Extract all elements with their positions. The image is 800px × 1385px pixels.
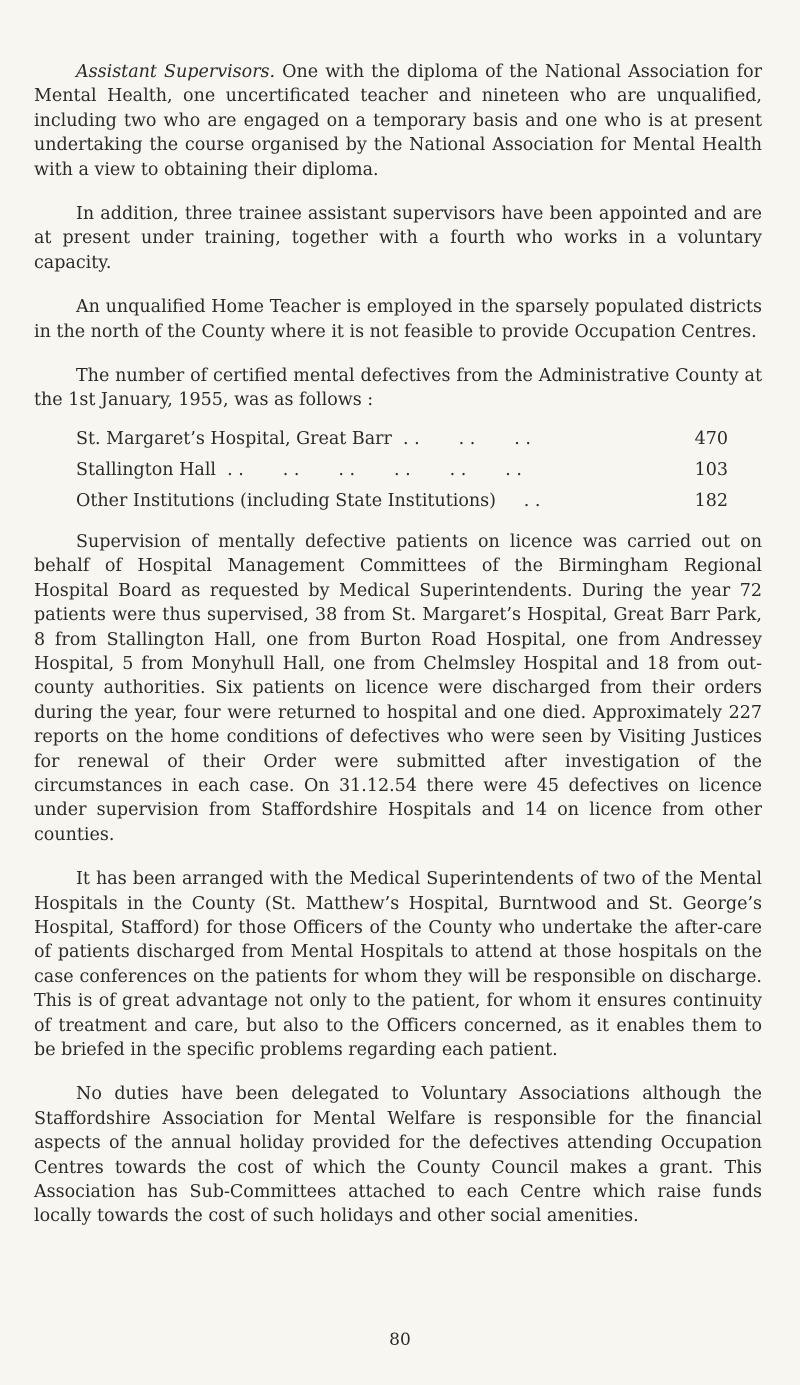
row-label: St. Margaret’s Hospital, Great Barr . . . . . .	[76, 428, 531, 449]
paragraph-text: One with the diploma of the National Association for Mental Health, one uncertificated teacher and nineteen who are unqualified, including two who are engaged on a temporary basis and one who is at present undertaking the course organised by the National Association for Mental Health with a view to obtaining their diploma.	[34, 62, 763, 180]
document-page	[34, 60, 762, 1229]
paragraph-arrangements: It has been arranged with the Medical Superintendents of two of the Mental Hospitals in the County (St. Matthew’s Hospital, Burntwood and St. George’s Hospital, Stafford) for those Officers of the County who undertake the after-care of patients discharged from Mental Hospitals to attend at those hospitals on the case conferences on the patients for whom they will be responsible on discharge. This is of great advantage not only to the patient, for whom it ensures continuity of treatment and care, but also to the Officers concerned, as it enables them to be briefed in the specific problems regarding each patient.	[34, 869, 762, 1060]
row-value: 103	[694, 459, 728, 480]
paragraph-voluntary-associations: No duties have been delegated to Voluntary Associations although the Staffordshire Association for Mental Welfare is responsible for the financial aspects of the annual holiday provided for the defectives attending Occupation Centres towards the cost of which the County Council makes a grant. This Association has Sub-Committees attached to each Centre which raise funds locally towards the cost of such holidays and other social amenities.	[34, 1084, 762, 1227]
paragraph-supervision: Supervision of mentally defective patients on licence was carried out on behalf of Hospital Management Committees of the Birmingham Regional Hospital Board as requested by Medical Superintendents. During the year 72 patients were thus supervised, 38 from St. Margaret’s Hospital, Great Barr Park, 8 from Stallington Hall, one from Burton Road Hospital, one from Andressey Hospital, 5 from Monyhull Hall, one from Chelmsley Hospital and 18 from out-county authorities. Six patients on licence were discharged from their orders during the year, four were returned to hospital and one died. Approximately 227 reports on the home conditions of defectives who were seen by Visiting Justices for renewal of their Order were submitted after investigation of the circumstances in each case. On 31.12.54 there were 45 defectives on licence under supervision from Staffordshire Hospitals and 14 on licence from other counties.	[34, 531, 762, 845]
section-heading: Assistant Supervisors.	[76, 62, 276, 82]
row-value: 470	[694, 428, 728, 449]
row-label: Other Institutions (including State Institutions) . .	[76, 490, 541, 511]
defectives-table	[76, 429, 728, 522]
table-row	[76, 429, 728, 460]
paragraph-home-teacher: An unqualified Home Teacher is employed in the sparsely populated districts in the north of the County where it is not feasible to provide Occupation Centres.	[34, 297, 762, 342]
table-row	[76, 491, 728, 522]
paragraph-trainee: In addition, three trainee assistant supervisors have been appointed and are at present under training, together with a fourth who works in a voluntary capacity.	[34, 204, 762, 273]
row-value: 182	[694, 490, 728, 511]
table-row	[76, 460, 728, 491]
paragraph-assistant-supervisors	[34, 60, 762, 182]
page-number: 80	[389, 1330, 411, 1350]
paragraph-number-of-defectives: The number of certified mental defectives from the Administrative County at the 1st January, 1955, was as follows :	[34, 366, 762, 411]
row-label: Stallington Hall . . . . . . . . . . . .	[76, 459, 522, 480]
